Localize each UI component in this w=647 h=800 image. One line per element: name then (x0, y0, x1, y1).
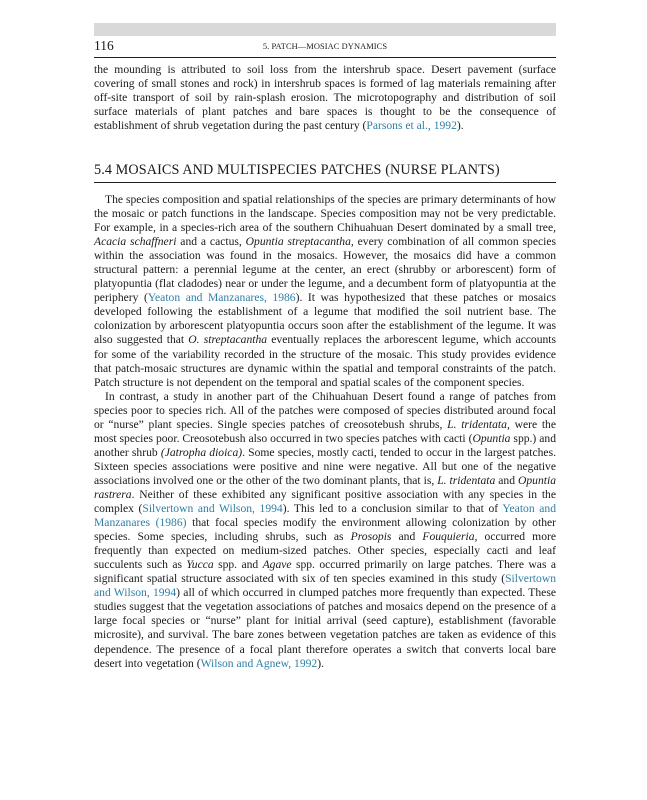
page-number: 116 (94, 38, 114, 53)
citation-link[interactable]: Silvertown and Wilson, 1994 (94, 572, 556, 600)
intro-paragraph: the mounding is attributed to soil loss from the intershrub space. Desert pavement (surface covering of small stones and rock) in intershrub spaces is formed of lag materials remaining after off-site transport of soil by rain-splash erosion. The microtopography and distribution of soil surface materials of plant patches and bare spaces is thought to be the consequence of establishment of shrub vegetation during the past century (Parsons et al., 1992). (94, 63, 556, 133)
species-name: Prosopis (350, 530, 392, 544)
species-name: Agave (262, 558, 292, 572)
paragraph-2: In contrast, a study in another part of the Chihuahuan Desert found a range of patches from species poor to species rich. All of the patches were composed of species distributed around focal or “nurse” plant species. Single species patches of creosotebush shrubs, L. tridentata, were the most species poor. Creosotebush also occurred in two species patches with cacti (Opuntia spp.) and another shrub (Jatropha dioica). Some species, mostly cacti, tended to occur in the largest patches. Sixteen species associations were positive and nine were negative. All but one of the negative associations involved one or the other of the two dominant plants, that is, L. tridentata and Opuntia rastrera. Neither of these exhibited any significant positive association with any species in the complex (Silvertown and Wilson, 1994). This led to a conclusion similar to that of Yeaton and Manzanares (1986) that focal species modify the environment allowing colonization by other species. Some species, including shrubs, such as Prosopis and Fouquieria, occurred more frequently than expected on medium-sized patches. Other species, especially cacti and leaf succulents such as Yucca spp. and Agave spp. occurred primarily on large patches. There was a significant spatial structure associated with six of ten species examined in this study (Silvertown and Wilson, 1994) all of which occurred in clumped patches more frequently than expected. These studies suggest that the vegetation associations of patches and mosaics depend on the presence of a large focal species or “nurse” plant for initial arrival (seed capture), establishment (favorable microsite), and survival. The bare zones between vegetation patches are taken as evidence of this dependence. The presence of a focal plant therefore operates a switch that converts local bare desert into vegetation (Wilson and Agnew, 1992). (94, 389, 556, 670)
species-name: Opuntia (472, 431, 511, 445)
species-name: L. tridentata (437, 473, 496, 487)
section-body (94, 193, 556, 671)
section-heading: 5.4 MOSAICS AND MULTISPECIES PATCHES (NURSE PLANTS) (94, 162, 500, 178)
species-name: Acacia schaffneri (94, 235, 177, 249)
species-name: (Jatropha dioica) (160, 445, 243, 459)
citation-link[interactable]: Silvertown and Wilson, 1994 (142, 502, 283, 516)
species-name: O. streptacantha (188, 333, 268, 347)
citation-link[interactable]: Parsons et al., 1992 (366, 119, 457, 133)
citation-link[interactable]: Yeaton and Manzanares, 1986 (147, 291, 296, 305)
header-band (94, 23, 556, 36)
citation-link[interactable]: Yeaton and Manzanares (1986) (94, 502, 556, 530)
paragraph-1: The species composition and spatial relationships of the species are primary determinants of how the mosaic or patch functions in the landscape. Species composition may not be very predictable. For example, in a species-rich area of the southern Chihuahuan Desert dominated by a small tree, Acacia schaffneri and a cactus, Opuntia streptacantha, every combination of all common species within the association was found in the mosaics. However, the mosaics did have a common structural pattern: a perennial legume at the center, an erect (shrubby or arborescent) form of platyopuntia (flat cladodes) near or under the legume, and a decumbent form of platyopuntia at the periphery (Yeaton and Manzanares, 1986). It was hypothesized that these patches or mosaics developed following the establishment of a legume that modified the soil nutrient base. The colonization by arborescent platyopuntia occurs soon after the establishment of the legume. It was also suggested that O. streptacantha eventually replaces the arborescent legume, which accounts for some of the variability recorded in the structure of the mosaic. This study provides evidence that patch-mosaic structures are dynamic within the spatial and temporal constraints of the patch. Patch structure is not dependent on the temporal and spatial scales of the component species. (94, 193, 557, 389)
species-name: Fouquieria, (422, 530, 478, 544)
header-rule (94, 57, 556, 58)
running-head (94, 38, 556, 56)
species-name: Opuntia rastrera (94, 473, 556, 501)
section-rule (94, 182, 556, 183)
citation-link[interactable]: Wilson and Agnew, 1992 (200, 656, 318, 670)
species-name: Yucca (186, 558, 214, 572)
chapter-title: 5. PATCH—MOSIAC DYNAMICS (262, 42, 388, 51)
species-name: L. tridentata, (447, 417, 510, 431)
species-name: Opuntia streptacantha, (245, 235, 354, 249)
